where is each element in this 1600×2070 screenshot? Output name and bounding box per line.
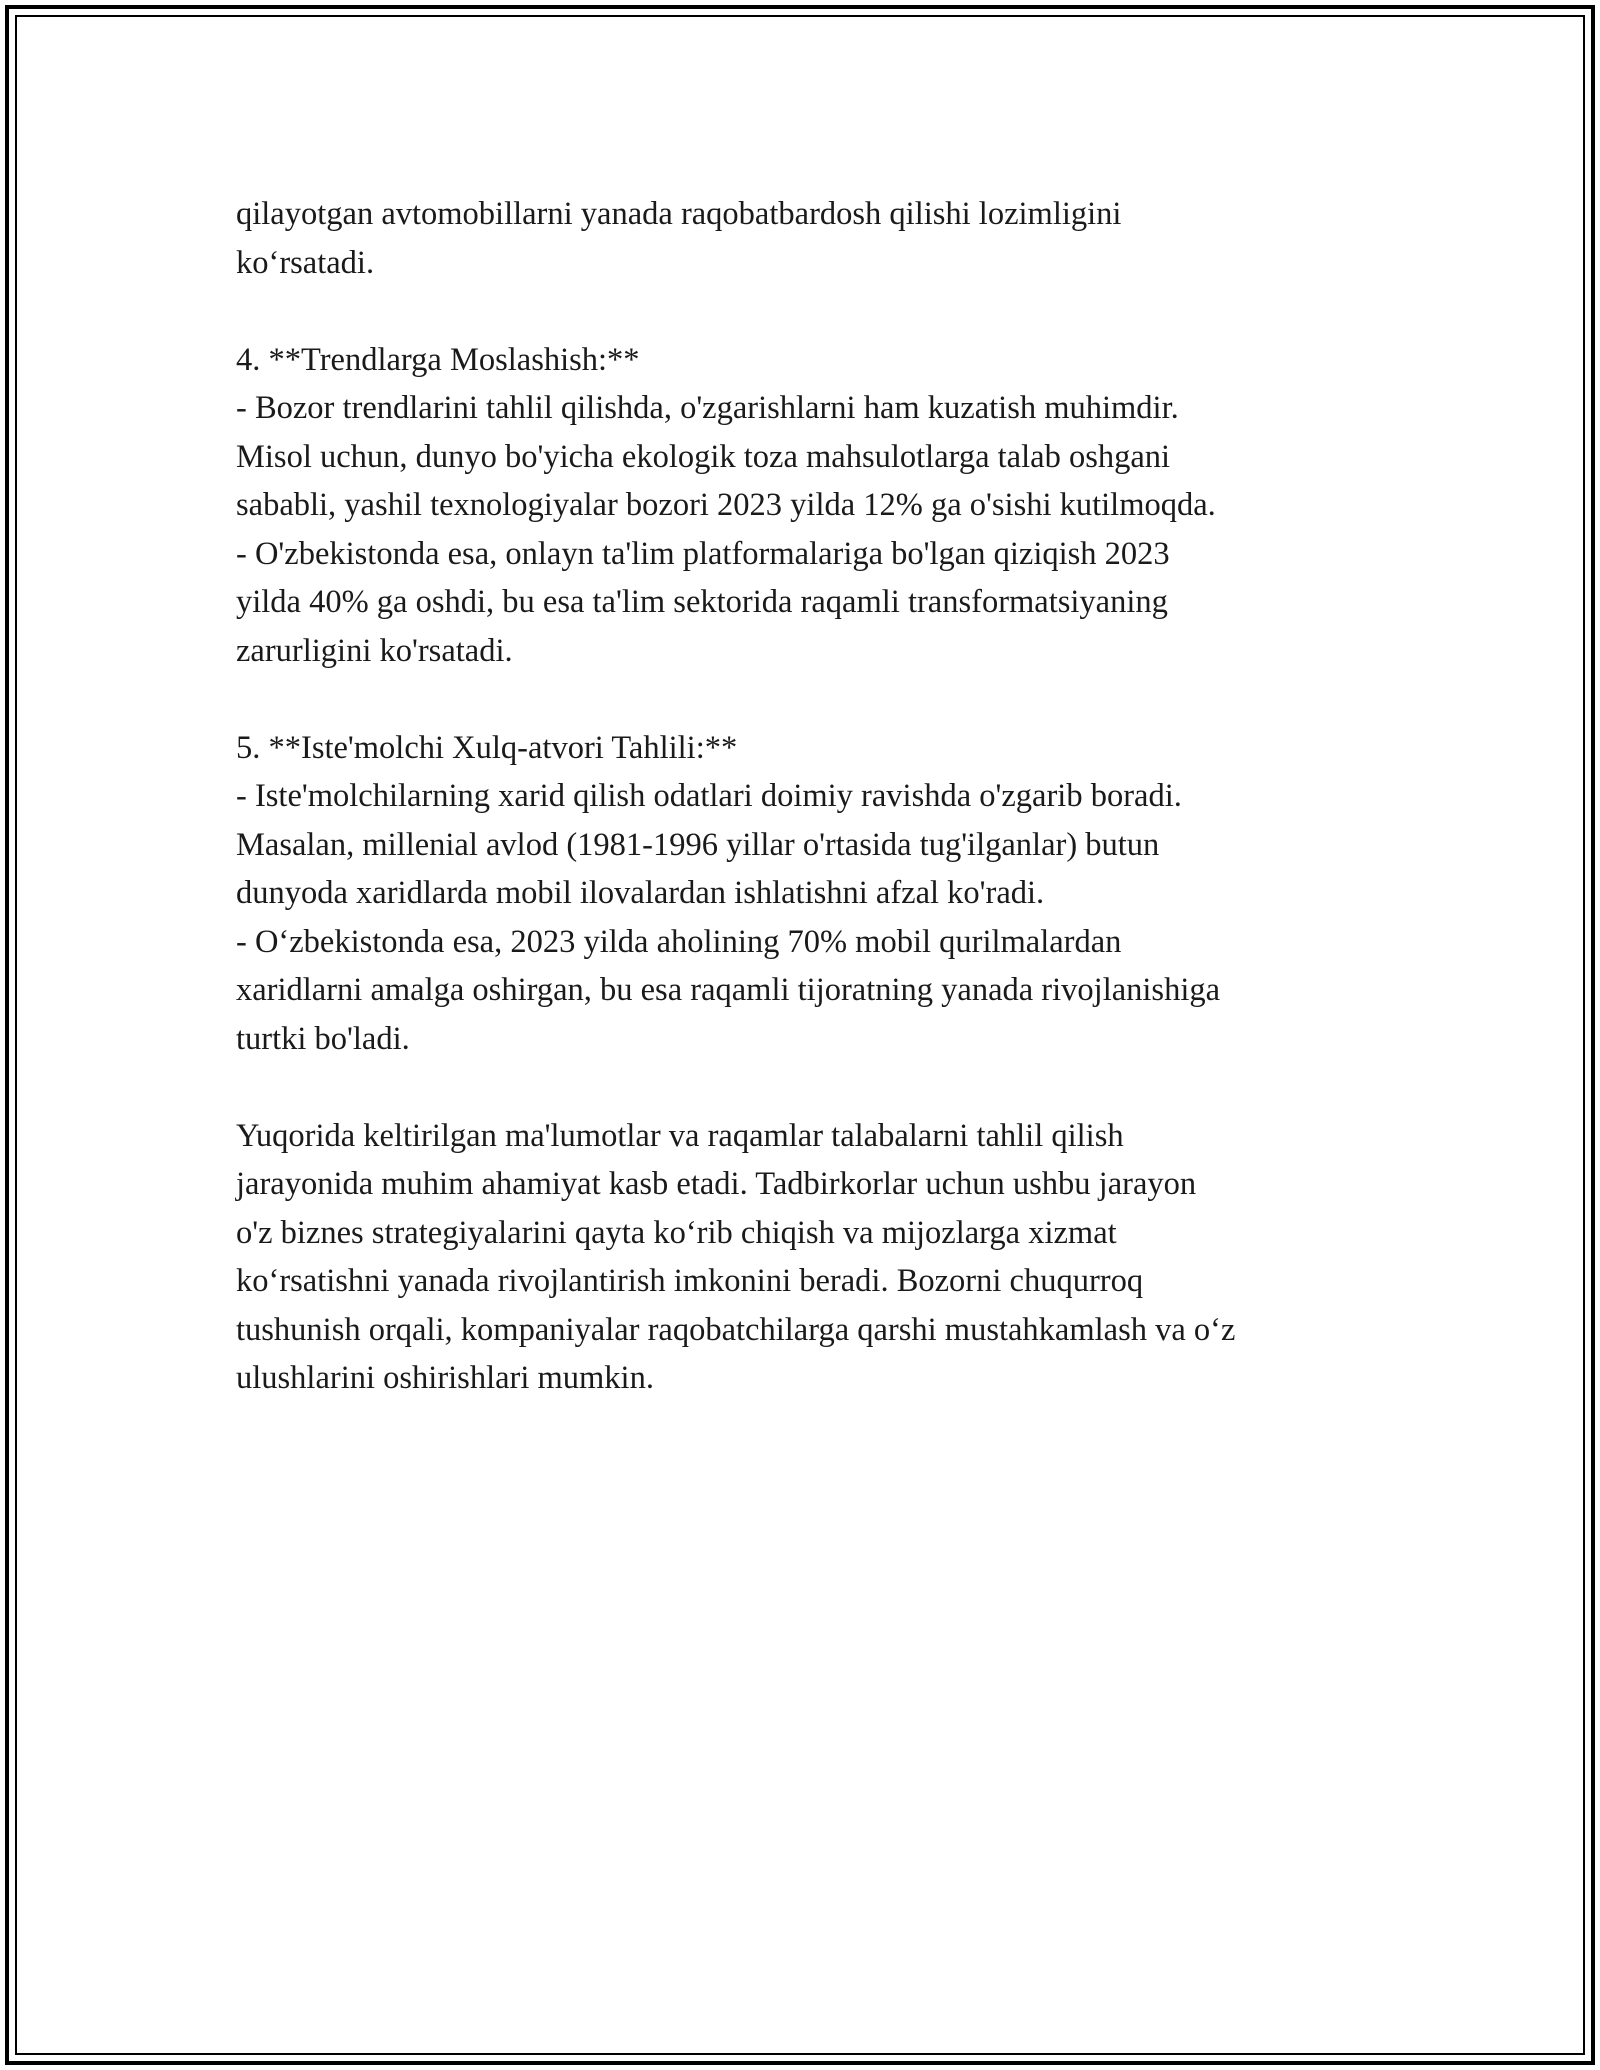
paragraph-spacer <box>236 287 1386 336</box>
paragraph-spacer <box>236 675 1386 724</box>
paragraph-spacer <box>236 1063 1386 1112</box>
paragraph-section-5: 5. **Iste'molchi Xulq-atvori Tahlili:** - Iste'molchilarning xarid qilish odatlari doimiy ravishda o'zgarib boradi. Masalan, millenial avlod (1981-1996 yillar o'rtasida tug'ilganlar) butun dunyoda xaridlarda mobil ilovalardan ishlatishni afzal ko'radi. - Oʻzbekistonda esa, 2023 yilda aholining 70% mobil qurilmalardan xaridlarni amalga oshirgan, bu esa raqamli tijoratning yanada rivojlanishiga turtki bo'ladi. <box>236 729 1221 1057</box>
document-body <box>236 190 1386 1403</box>
paragraph-conclusion: Yuqorida keltirilgan ma'lumotlar va raqamlar talabalarni tahlil qilish jarayonida muhim ahamiyat kasb etadi. Tadbirkorlar uchun ushbu jarayon o'z biznes strategiyalarini qayta koʻrib chiqish va mijozlarga xizmat koʻrsatishni yanada rivojlantirish imkonini beradi. Bozorni chuqurroq tushunish orqali, kompaniyalar raqobatchilarga qarshi mustahkamlash va oʻz ulushlarini oshirishlari mumkin. <box>236 1117 1236 1396</box>
paragraph-intro-continuation: qilayotgan avtomobillarni yanada raqobatbardosh qilishi lozimligini koʻrsatadi. <box>236 196 1122 281</box>
paragraph-section-4: 4. **Trendlarga Moslashish:** - Bozor trendlarini tahlil qilishda, o'zgarishlarni ham kuzatish muhimdir. Misol uchun, dunyo bo'yicha ekologik toza mahsulotlarga talab oshgani sababli, yashil texnologiyalar bozori 2023 yilda 12% ga o'sishi kutilmoqda. - O'zbekistonda esa, onlayn ta'lim platformalariga bo'lgan qiziqish 2023 yilda 40% ga oshdi, bu esa ta'lim sektorida raqamli transformatsiyaning zarurligini ko'rsatadi. <box>236 341 1216 669</box>
